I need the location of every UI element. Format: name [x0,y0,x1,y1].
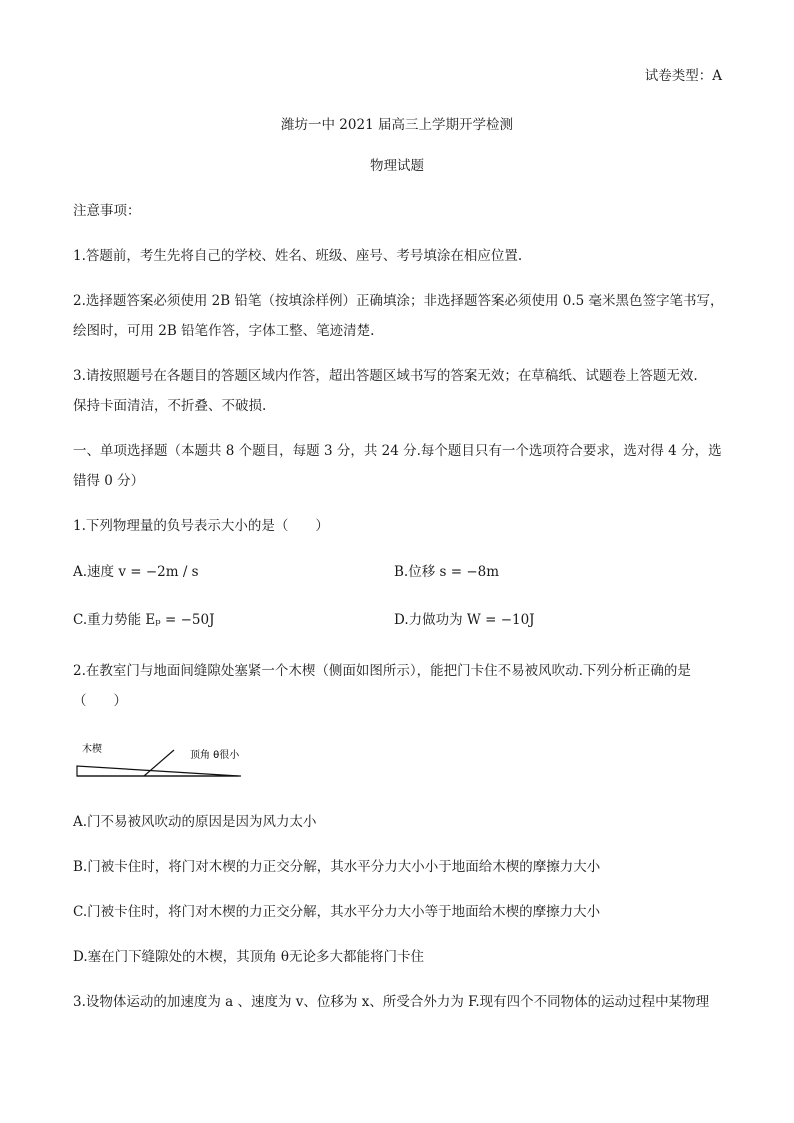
note-item: 保持卡面清洁，不折叠、不破损. [73,398,267,414]
wedge-label: 木楔 [82,744,102,755]
question-2-stem-cont: （ ） [73,693,127,709]
wedge-shape [77,766,239,776]
section-heading: 一、单项选择题（本题共 8 个题目，每题 3 分，共 24 分.每个题目只有一个选项符合要求，选对得 4 分，选 [73,443,722,459]
q1-option-d: D.力做功为 W = −10J [394,612,535,628]
q1-option-c: C.重力势能 Eₚ = −50J [73,612,215,628]
q1-option-a: A.速度 v = −2m / s [73,564,199,580]
q2-option-d: D.塞在门下缝隙处的木楔，其顶角 θ无论多大都能将门卡住 [73,949,425,965]
q2-option-c: C.门被卡住时，将门对木楔的力正交分解，其水平分力大小等于地面给木楔的摩擦力大小 [73,904,601,920]
notes-heading: 注意事项： [73,203,141,219]
q1-option-b: B.位移 s = −8m [394,564,500,580]
note-item: 3.请按照题号在各题目的答题区域内作答，超出答题区域书写的答案无效；在草稿纸、试题卷上答题无效. [73,368,698,384]
subject-title: 物理试题 [370,158,424,174]
paper-type: 试卷类型：A [644,68,722,84]
wedge-figure [74,742,254,782]
section-heading-cont: 错得 0 分） [73,473,145,489]
question-3-stem: 3.设物体运动的加速度为 a 、速度为 v、位移为 x、所受合外力为 F.现有四个不同物体的运动过程中某物理 [73,994,710,1010]
q2-option-a: A.门不易被风吹动的原因是因为风力太小 [73,814,317,830]
note-item: 2.选择题答案必须使用 2B 铅笔（按填涂样例）正确填涂；非选择题答案必须使用 0.5 毫米黑色签字笔书写， [73,293,724,309]
angle-label: 顶角 θ很小 [190,750,240,761]
note-item: 1.答题前，考生先将自己的学校、姓名、班级、座号、考号填涂在相应位置. [73,248,523,264]
q2-option-b: B.门被卡住时，将门对木楔的力正交分解，其水平分力大小小于地面给木楔的摩擦力大小 [73,859,601,875]
note-item: 绘图时，可用 2B 铅笔作答，字体工整、笔迹清楚. [73,323,375,339]
question-1-stem: 1.下列物理量的负号表示大小的是（ ） [73,518,329,534]
exam-title: 潍坊一中 2021 届高三上学期开学检测 [281,117,513,133]
question-2-stem: 2.在教室门与地面间缝隙处塞紧一个木楔（侧面如图所示），能把门卡住不易被风吹动.下列分析正确的是 [73,663,691,679]
